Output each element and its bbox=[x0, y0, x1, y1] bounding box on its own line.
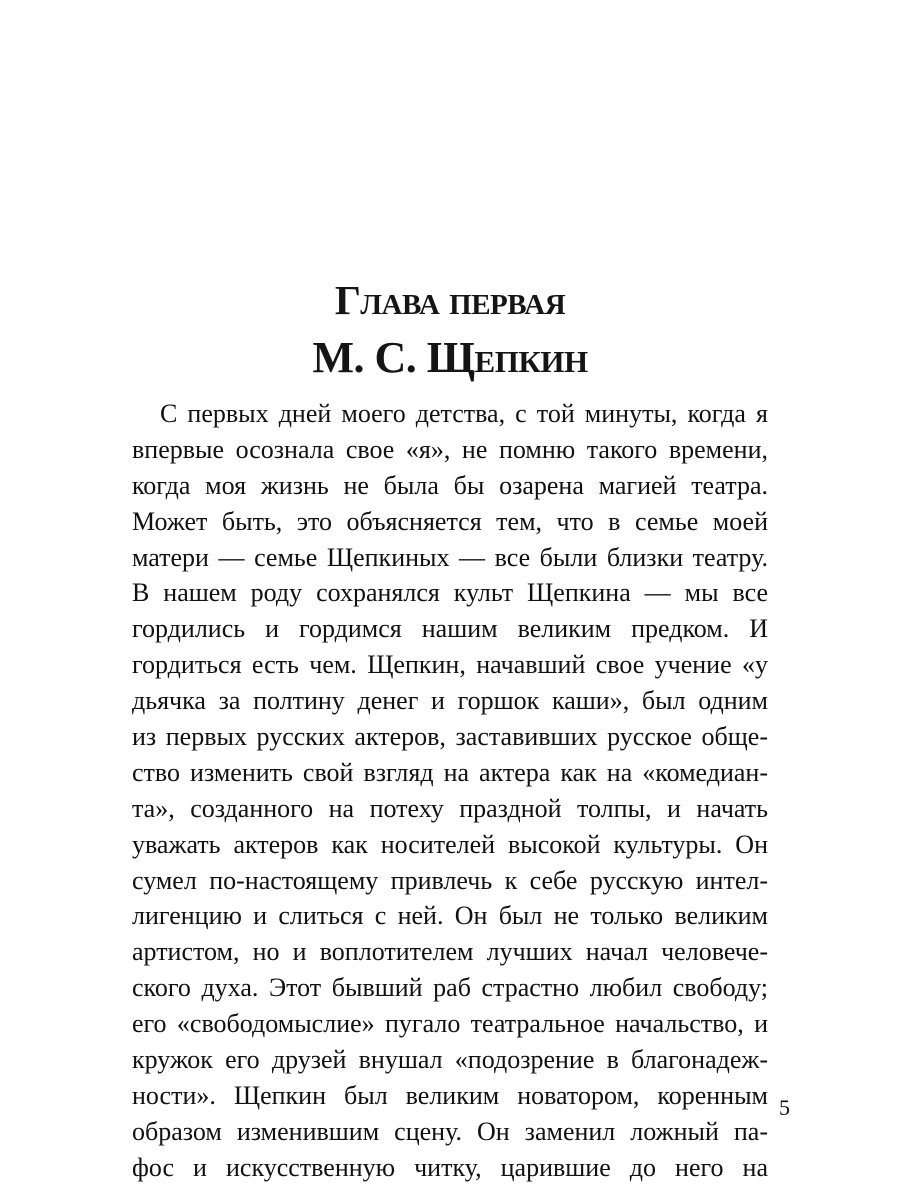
text-line: дьячка за полтину денег и горшок каши», был одним bbox=[132, 686, 768, 716]
person-title: М. С. Щепкин bbox=[312, 333, 588, 382]
text-line: когда моя жизнь не была бы озарена магией театра. bbox=[132, 470, 768, 500]
text-line: лигенцию и слиться с ней. Он был не только великим bbox=[132, 901, 768, 931]
text-line: матери — семье Щепкиных — все были близки театру. bbox=[132, 542, 768, 572]
text-line: уважать актеров как носителей высокой культуры. Он bbox=[132, 829, 768, 859]
text-line: ство изменить свой взгляд на актера как на «комедиан- bbox=[132, 757, 768, 787]
text-line: образом изменившим сцену. Он заменил ложный па- bbox=[132, 1116, 768, 1146]
text-line: впервые осознала свое «я», не помню такого времени, bbox=[132, 434, 768, 464]
text-line: кружок его друзей внушал «подозрение в благонадеж- bbox=[132, 1045, 768, 1075]
text-line: гордиться есть чем. Щепкин, начавший свое учение «у bbox=[132, 650, 768, 680]
text-line: фос и искусственную читку, царившие до него на bbox=[132, 1152, 768, 1182]
text-line: гордились и гордимся нашим великим предком. И bbox=[132, 614, 768, 644]
text-line: артистом, но и воплотителем лучших начал человече- bbox=[132, 937, 768, 967]
text-line: С первых дней моего детства, с той минуты, когда я bbox=[160, 399, 768, 428]
text-line: та», созданного на потеху праздной толпы, и начать bbox=[132, 793, 768, 823]
page-number: 5 bbox=[779, 1095, 790, 1120]
text-line: его «свободомыслие» пугало театральное начальство, и bbox=[132, 1009, 768, 1039]
text-line: Может быть, это объясняется тем, что в семье моей bbox=[132, 506, 768, 536]
text-line: ности». Щепкин был великим новатором, коренным bbox=[132, 1080, 768, 1110]
text-line: из первых русских актеров, заставивших русское обще- bbox=[132, 722, 768, 752]
text-line: В нашем роду сохранялся культ Щепкина — мы все bbox=[132, 578, 768, 608]
text-line: сумел по-настоящему привлечь к себе русскую интел- bbox=[132, 865, 768, 895]
body-paragraph bbox=[132, 396, 768, 1186]
text-line: ского духа. Этот бывший раб страстно любил свободу; bbox=[132, 973, 768, 1003]
chapter-title: Глава первая bbox=[334, 277, 566, 323]
